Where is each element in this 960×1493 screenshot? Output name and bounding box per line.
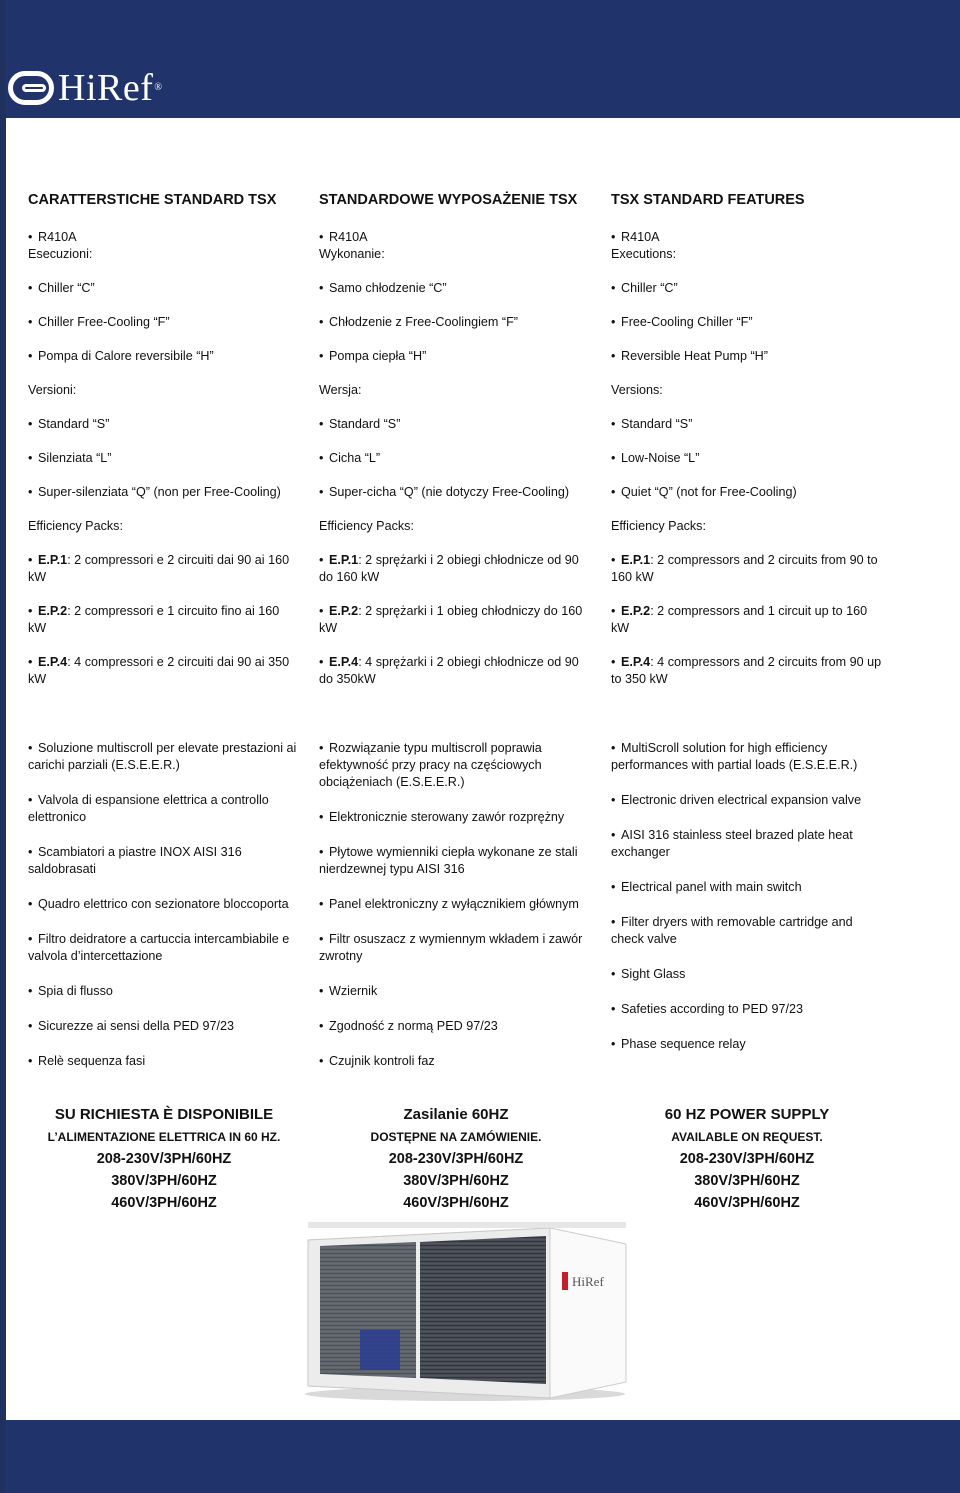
list-item: • Silenziata “L” <box>28 451 112 465</box>
list-item: • Chiller Free-Cooling “F” <box>28 315 170 329</box>
packs-label: Efficiency Packs: <box>611 519 706 533</box>
feature-item: • Sicurezze ai sensi della PED 97/23 <box>28 1019 235 1033</box>
executions-label: Esecuzioni: <box>28 247 93 261</box>
refrigerant-item: • R410A <box>28 230 77 244</box>
voltage-line: 380V/3PH/60HZ <box>111 1173 217 1189</box>
feature-item: • Sight Glass <box>611 967 686 981</box>
versions-label: Versioni: <box>28 383 77 397</box>
footer-band <box>6 1420 960 1493</box>
versions-label: Wersja: <box>319 383 362 397</box>
supply-title: Zasilanie 60HZ <box>403 1106 509 1123</box>
feature-item: • Płytowe wymienniki ciepła wykonane ze stali nierdzewnej typu AISI 316 <box>319 845 578 876</box>
executions-label: Wykonanie: <box>319 247 385 261</box>
hiref-logo <box>8 68 162 108</box>
list-item: • Low-Noise “L” <box>611 451 700 465</box>
feature-item: • Panel elektroniczny z wyłącznikiem głównym <box>319 897 579 911</box>
pack-item: • E.P.4: 4 compressors and 2 circuits from 90 up to 350 kW <box>611 655 882 686</box>
refrigerant-item: • R410A <box>611 230 660 244</box>
feature-item: • Filtr osuszacz z wymiennym wkładem i zawór zwrotny <box>319 932 583 963</box>
power-supply-english <box>607 1104 887 1214</box>
column-italian <box>28 190 300 705</box>
versions-label: Versions: <box>611 383 663 397</box>
power-supply-italian <box>24 1104 304 1214</box>
pack-item: • E.P.4: 4 sprężarki i 2 obiegi chłodnicze od 90 do 350kW <box>319 655 579 686</box>
supply-subtitle: AVAILABLE ON REQUEST. <box>671 1130 823 1144</box>
feature-item: • Safeties according to PED 97/23 <box>611 1002 804 1016</box>
voltage-line: 460V/3PH/60HZ <box>403 1195 509 1211</box>
logo-text: HiRef® <box>58 67 163 109</box>
refrigerant-item: • R410A <box>319 230 368 244</box>
pack-item: • E.P.2: 2 compressors and 1 circuit up to 160 kW <box>611 604 868 635</box>
executions-label: Executions: <box>611 247 677 261</box>
pack-item: • E.P.1: 2 sprężarki i 2 obiegi chłodnicze od 90 do 160 kW <box>319 553 579 584</box>
list-item: • Standard “S” <box>319 417 401 431</box>
compressor <box>360 1330 400 1370</box>
list-item: • Super-silenziata “Q” (non per Free-Cooling) <box>28 485 281 499</box>
features-italian <box>28 740 300 1088</box>
feature-item: • Spia di flusso <box>28 984 113 998</box>
features-english <box>611 740 883 1071</box>
feature-item: • Zgodność z normą PED 97/23 <box>319 1019 498 1033</box>
feature-item: • Valvola di espansione elettrica a controllo elettronico <box>28 793 269 824</box>
supply-subtitle: DOSTĘPNE NA ZAMÓWIENIE. <box>370 1130 542 1144</box>
packs-label: Efficiency Packs: <box>319 519 414 533</box>
feature-item: • Electrical panel with main switch <box>611 880 802 894</box>
list-item: • Pompa di Calore reversibile “H” <box>28 349 214 363</box>
feature-item: • Wziernik <box>319 984 378 998</box>
column-title: STANDARDOWE WYPOSAŻENIE TSX <box>319 192 578 208</box>
list-item: • Quiet “Q” (not for Free-Cooling) <box>611 485 797 499</box>
pack-item: • E.P.1: 2 compressors and 2 circuits from 90 to 160 kW <box>611 553 878 584</box>
voltage-line: 380V/3PH/60HZ <box>403 1173 509 1189</box>
voltage-line: 208-230V/3PH/60HZ <box>96 1151 232 1167</box>
voltage-line: 380V/3PH/60HZ <box>694 1173 800 1189</box>
feature-item: • MultiScroll solution for high efficiency performances with partial loads (E.S.E.E.R.) <box>611 741 858 772</box>
list-item: • Standard “S” <box>28 417 110 431</box>
list-item: • Super-cicha “Q” (nie dotyczy Free-Cooling) <box>319 485 570 499</box>
pack-item: • E.P.4: 4 compressori e 2 circuiti dai 90 ai 350 kW <box>28 655 290 686</box>
supply-subtitle: L’ALIMENTAZIONE ELETTRICA IN 60 HZ. <box>47 1130 281 1144</box>
top-fans <box>308 1222 626 1228</box>
features-polish <box>319 740 591 1088</box>
product-logo: HiRef <box>572 1274 604 1289</box>
pack-item: • E.P.2: 2 compressori e 1 circuito fino ai 160 kW <box>28 604 280 635</box>
voltage-line: 460V/3PH/60HZ <box>111 1195 217 1211</box>
logo-mark-icon <box>8 71 54 105</box>
left-edge-stripe <box>0 0 6 1493</box>
feature-item: • Quadro elettrico con sezionatore bloccoporta <box>28 897 289 911</box>
feature-item: • Soluzione multiscroll per elevate prestazioni ai carichi parziali (E.S.E.E.R.) <box>28 741 297 772</box>
chiller-unit-image <box>300 1222 630 1402</box>
feature-item: • Filtro deidratore a cartuccia intercambiabile e valvola d’intercettazione <box>28 932 290 963</box>
supply-title: SU RICHIESTA È DISPONIBILE <box>54 1106 274 1123</box>
coil-front <box>420 1236 546 1384</box>
feature-item: • Rozwiązanie typu multiscroll poprawia efektywność przy pracy na częściowych obciążeniach (E.S.E.E.R.) <box>319 741 542 789</box>
column-title: CARATTERSTICHE STANDARD TSX <box>28 192 277 208</box>
feature-item: • Czujnik kontroli faz <box>319 1054 435 1068</box>
feature-item: • Phase sequence relay <box>611 1037 746 1051</box>
voltage-line: 460V/3PH/60HZ <box>694 1195 800 1211</box>
feature-item: • Filter dryers with removable cartridge and check valve <box>611 915 853 946</box>
list-item: • Chiller “C” <box>28 281 95 295</box>
column-title: TSX STANDARD FEATURES <box>611 192 805 208</box>
list-item: • Chiller “C” <box>611 281 678 295</box>
supply-title: 60 HZ POWER SUPPLY <box>664 1106 830 1123</box>
feature-item: • Elektronicznie sterowany zawór rozprężny <box>319 810 565 824</box>
list-item: • Chłodzenie z Free-Coolingiem “F” <box>319 315 518 329</box>
pack-item: • E.P.1: 2 compressori e 2 circuiti dai 90 ai 160 kW <box>28 553 290 584</box>
packs-label: Efficiency Packs: <box>28 519 123 533</box>
voltage-line: 208-230V/3PH/60HZ <box>679 1151 815 1167</box>
list-item: • Cicha “L” <box>319 451 381 465</box>
list-item: • Free-Cooling Chiller “F” <box>611 315 753 329</box>
list-item: • Reversible Heat Pump “H” <box>611 349 768 363</box>
list-item: • Samo chłodzenie “C” <box>319 281 447 295</box>
list-item: • Standard “S” <box>611 417 693 431</box>
feature-item: • AISI 316 stainless steel brazed plate heat exchanger <box>611 828 853 859</box>
feature-item: • Electronic driven electrical expansion valve <box>611 793 862 807</box>
feature-item: • Relè sequenza fasi <box>28 1054 146 1068</box>
list-item: • Pompa ciepła “H” <box>319 349 427 363</box>
column-polish <box>319 190 591 705</box>
voltage-line: 208-230V/3PH/60HZ <box>388 1151 524 1167</box>
unit-side <box>550 1228 626 1398</box>
logo-accent-icon <box>562 1272 568 1290</box>
power-supply-polish <box>316 1104 596 1214</box>
feature-item: • Scambiatori a piastre INOX AISI 316 saldobrasati <box>28 845 242 876</box>
pack-item: • E.P.2: 2 sprężarki i 1 obieg chłodniczy do 160 kW <box>319 604 583 635</box>
column-english <box>611 190 883 705</box>
